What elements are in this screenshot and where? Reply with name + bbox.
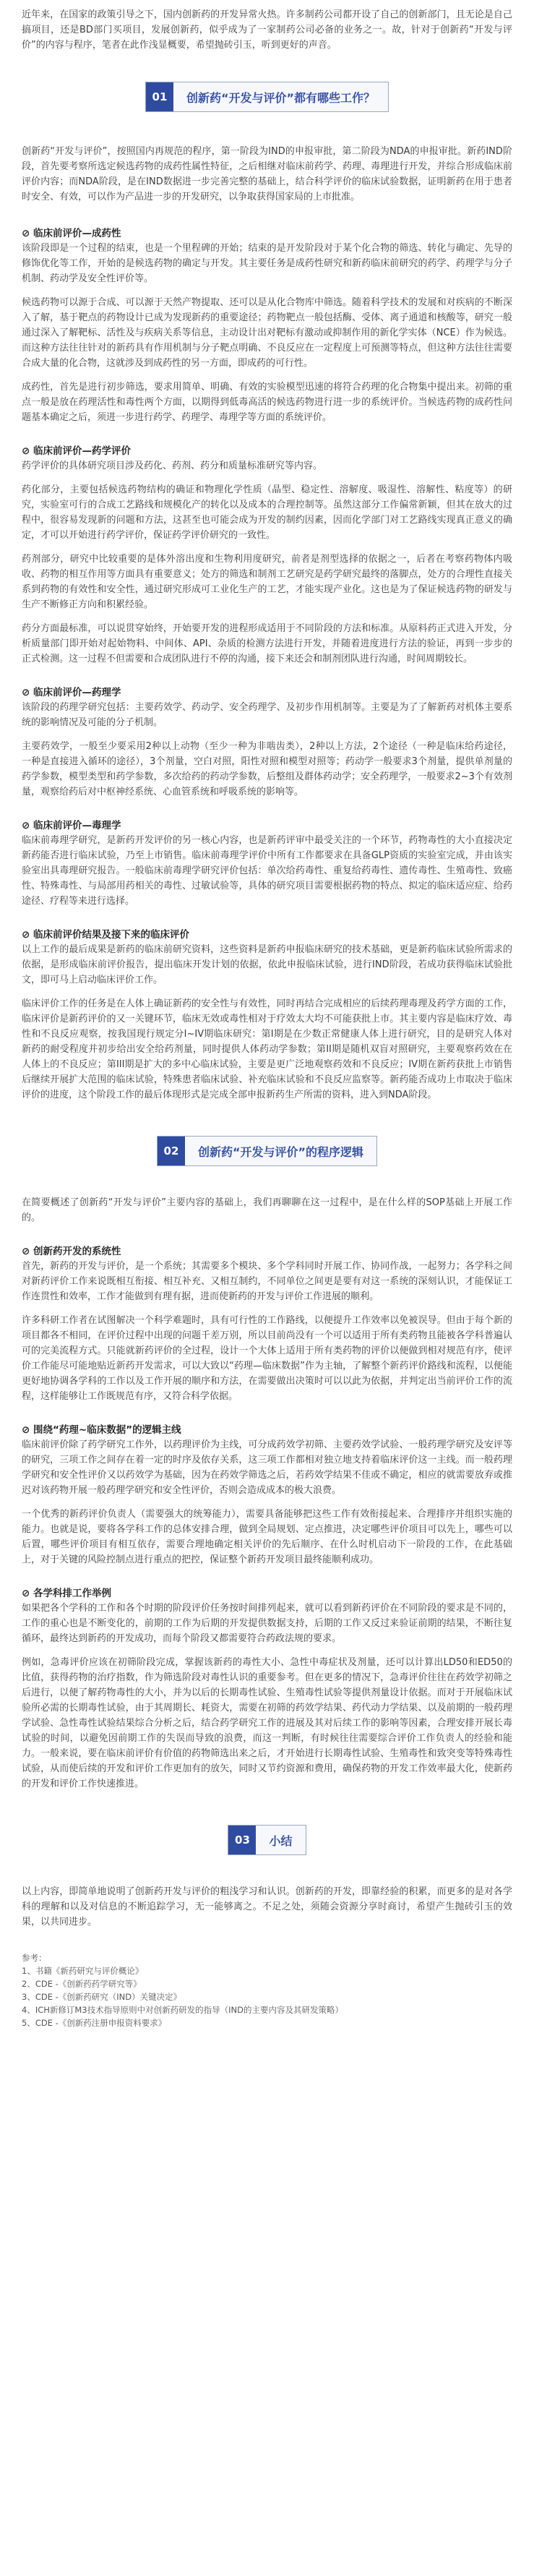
intro-paragraph: 近年来，在国家的政策引导之下，国内创新药的开发异常火热。许多制药公司都开设了自己的创新部门，且无论是自己搞项目，还是BD部门买项目，发展创新药，似乎成为了一家制药公司必备的业务之一。故，针对于创新药“开发与评价”的内容与程序，笔者在此作浅显概要，希望抛砖引玉，听到更好的声音。 (22, 9, 512, 51)
paragraph: 一个优秀的新药评价负责人（需要强大的统筹能力），需要具备能够把这些工作有效衔接起来、合理排序并组织实施的能力。也就是说，要将各学科工作的总体安排合理，做到全局规划、定点推进，决定哪些评价项目可以先上，哪些可以后置，哪些评价项目有相互依存，需要合理地确定相关评价的先后顺序、在什么时机启动下一阶段的工作，在此基础上，对于关键的风险控制点进行重点的把控，保证整个新药开发项目最终能顺利成功。 (22, 1509, 512, 1565)
section-heading-1 (22, 82, 512, 112)
section-number: 02 (158, 1137, 185, 1165)
reference-item: 4、ICH新修订M3技术指导原则中对创新药研发的指导（IND的主要内容及其研发策略） (22, 2005, 343, 2015)
paragraph: 以上内容，即简单地说明了创新药开发与评价的粗浅学习和认识。创新药的开发，即靠经验的积累，而更多的是对各学科的理解和以及对信息的不断追踪学习，无一能够离之。不足之处，须随会资源分享时商讨，希望产生抛砖引玉的效果，以共同进步。 (22, 1886, 512, 1927)
paragraph: 例如，急毒评价应该在初筛阶段完成，掌握该新药的毒性大小、急性中毒症状及剂量，还可以计算出LD50和ED50的比值，获得药物的治疗指数，作为筛选阶段对毒性认识的重要参考。但在更多的情况下，急毒评价往往在药效学初筛之后进行，以便了解药物毒性的大小，并为以后的长期毒性试验、生殖毒性试验等提供剂量设计依据。而对于开展临床试验所必需的长期毒性试验，由于其周期长、耗资大，需要在初筛的药效学结果、药代动力学结果、以及前期的一般药理学试验、急性毒性试验结果综合分析之后，结合药学研究工作的进展及其对后续工作的影响等因素，合理安排开展长毒试验的时间，以避免因前期工作的失误而导致的浪费，而这一判断，有时候往往需要综合评价工作负责人的经验和能力。一般来说，要在临床前评价有价值的药物筛选出来之后，才开始进行长期毒性试验、生殖毒性和致突变等特殊毒性试验，从而使后续的开发和评价工作更加有的放矢，同时又节约资源和费用，确保药物的开发工作效率最大化，使新药的开发和评价工作快速推进。 (22, 1657, 512, 1789)
section-number: 01 (146, 82, 173, 111)
reference-item: 2、CDE -《创新药药学研究等》 (22, 1979, 142, 1989)
subheading: ⊘ 各学科排工作举例 (22, 1588, 112, 1599)
paragraph: 以上工作的最后成果是新药的临床前研究资料，这些资料是新药申报临床研究的技术基础，更是新药临床试验所需求的依据，是形成临床前评价报告，提出临床开发计划的依据，依此申报临床试验，进行IND阶段，若成功获得临床试验批文，即可马上启动临床评价工作。 (22, 944, 512, 985)
paragraph: 成药性，首先是进行初步筛选，要求用简单、明确、有效的实验模型迅速的将符合药理的化合物集中提出来。初筛的重点一般是放在药理活性和毒性两个方面，以期得到低毒高活的候选药物进行进一步的系统评价。当候选药物的成药性问题基本确定之后，须进一步进行药学、药理学、毒理学等方面的系统评价。 (22, 382, 512, 423)
section-title-box (157, 1136, 377, 1166)
paragraph: 药剂部分，研究中比较重要的是体外溶出度和生物利用度研究，前者是剂型选择的依据之一，后者在考察药物体内吸收、药物的相互作用等方面具有重要意义；处方的筛选和制剂工艺研究是药学研究最终的落脚点，处方的合理性直接关系到药物的有效性和安全性，通过研究形成可工业化生产的工艺，才能实现产业化。这也是为了保证候选药物的研发与生产不断修正方向和积累经验。 (22, 554, 512, 610)
paragraph: 主要药效学，一般至少要采用2种以上动物（至少一种为非啮齿类），2种以上方法，2个途径（一种是临床给药途径，一种是直接进入循环的途径），3个剂量，空白对照，阳性对照和模型对照等；药动学一般要求3个剂量，提供单剂量的药学参数，模型类型和药学参数，多次给药的药动学参数，后整组及群体药动学；安全药理学，一般要求2~3个有效剂量，观察给药后对中枢神经系统、心血管系统和呼吸系统的影响等。 (22, 741, 512, 797)
paragraph: 候选药物可以源于合成、可以源于天然产物提取、还可以是从化合物库中筛选。随着科学技术的发展和对疾病的不断深入了解，基于靶点的药物设计已成为发现新药的重要途径；药物靶点一般包括酶、受体、离子通道和核酸等，研究一般通过深入了解靶标、活性及与疾病关系等信息，主动设计出对靶标有激动或抑制作用的新化学实体（NCE）作为候选。而这种方法往往针对的新药具有作用机制与分子靶点明确、不良反应在一定程度上可预测等特点，但这种方法往往需要合成大量的化合物，这就涉及到成药性的另一方面，即成药的可行性。 (22, 297, 512, 369)
paragraph: 药学评价的具体研究项目涉及药化、药剂、药分和质量标准研究等内容。 (22, 461, 323, 471)
paragraph: 该阶段即是一个过程的结束，也是一个里程碑的开始；结束的是开发阶段对于某个化合物的筛选、转化与确定、先导的修饰优化等工作，开始的是候选药物的确定与开发。其主要任务是成药性研究和新药临床前研究的药学、药理学与分子机制、药动学及安全性评价等。 (22, 243, 512, 284)
paragraph: 许多科研工作者在试图解决一个科学难题时，具有可行性的工作路线，以便提升工作效率以免被误导。但由于每个新的项目都各不相同，在评价过程中出现的问题千差万别，所以目前尚没有一个可以适用于所有类药物且能被各学科普遍认可的完美流程方式。只能就新药评价的全过程，设计一个大体上适用于所有类药物的评价以便做到相对规范有序，使评价工作能尽可能地贴近新药开发需求，可以大致以“药理—临床数据”作为主轴，了解整个新药评价路线和流程，以便能更好地协调各学科的工作以及工作开展的顺序和方法，在需要做出决策时可以以此为依据，并判定出当前评价工作的流程，这样能够让工作既规范有序，又符合科学依据。 (22, 1315, 512, 1402)
section-title-box (145, 82, 389, 112)
section-number: 03 (228, 1826, 256, 1854)
section-title: 小结 (269, 1833, 293, 1848)
section-heading-2 (22, 1136, 512, 1166)
paragraph: 临床评价工作的任务是在人体上确证新药的安全性与有效性，同时再结合完成相应的后续药理毒理及药学方面的工作，临床评价是新药评价的又一关键环节，临床无效或毒性相对于疗效太大均不可能获批上市。其主要内容是临床疗效、毒性和不良反应观察，按我国现行规定分I~IV期临床研究：第I期是在少数正常健康人体上进行研究，目的是研究人体对新药的耐受程度并初步给出安全给药剂量，同时提供人体药动学参数；第II期是随机双盲对照研究，主要观察药效在在人体上的不良反应；第III期是扩大的多中心临床试验，主要是更广泛地观察药效和不良反应；IV期在新药获批上市销售后继续开展扩大范围的临床试验，特殊患者临床试验、补充临床试验和不良反应监察等。新药能否成功上市取决于临床评价的进度，这个阶段工作的最后体现形式是完成全部申报新药生产所需的资料，进入到NDA阶段。 (22, 998, 512, 1100)
paragraph: 该阶段的药理学研究包括：主要药效学、药动学、安全药理学、及初步作用机制等。主要是为了了解新药对机体主要系统的影响情况及可能的分子机制。 (22, 702, 512, 728)
paragraph: 在简要概述了创新药“开发与评价”主要内容的基础上，我们再聊聊在这一过程中，是在什么样的SOP基础上开展工作的。 (22, 1197, 512, 1223)
reference-item: 1、书籍《新药研究与评价概论》 (22, 1966, 144, 1976)
section-title-box (228, 1825, 306, 1855)
paragraph: 首先，新药的开发与评价，是一个系统；其需要多个模块、多个学科同时开展工作、协同作战，一起努力；各学科之间对新药评价工作来说既相互衔接、相互补充、又相互制约，不同单位之间更是要有对这一系统的深刻认识，才能保证工作连贯性和效率，工作才能做到有理有据，进而使新药的开发与评价工作进展的顺利。 (22, 1261, 512, 1302)
subheading: ⊘ 临床前评价—成药性 (22, 228, 121, 239)
subheading: ⊘ 临床前评价结果及接下来的临床评价 (22, 929, 190, 941)
references-label: 参考： (22, 1953, 47, 1963)
paragraph: 如果把各个学科的工作和各个时期的阶段评价任务按时间排列起来，就可以看到新药评价在不同阶段的要求是不同的，工作的重心也是不断变化的，前期的工作为后期的开发提供数据支持，后期的工作又反过来验证前期的结果，不断往复循环，最终达到新药的开发成功，而每个阶段又都需要符合药政法规的要求。 (22, 1603, 512, 1644)
subheading: ⊘ 创新药开发的系统性 (22, 1246, 121, 1257)
subheading: ⊘ 临床前评价—药学评价 (22, 445, 132, 457)
section-title: 创新药“开发与评价”都有哪些工作？ (186, 90, 376, 105)
subheading: ⊘ 临床前评价—毒理学 (22, 820, 121, 831)
paragraph: 临床前评价除了药学研究工作外，以药理评价为主线，可分成药效学初筛、主要药效学试验、一般药理学研究及安评等的研究，三项工作之间存在着一定的时序及依存关系，这三项工作都相对独立地支持着临床评价这一主线。而一般药理学研究和安全性评价又以药效学为基础，因为在药效学筛选之后，若药效学结果不佳或不确定，相应的就需要放弃或推迟对该药物开展一般药理学研究和安全性评价，否则会造成成本的极大浪费。 (22, 1439, 512, 1496)
paragraph: 创新药“开发与评价”，按照国内再规范的程序，第一阶段为IND的申报审批，第二阶段为NDA的申报审批。新药IND阶段，首先要考察所选定候选药物的成药性属性特征，之后相继对临床前药学、药理、毒理进行开发，并综合形成临床前评价内容；而NDA阶段，是在IND数据进一步完善完整的基础上，结合科学评价的临床试验数据，证明新药在用于患者时安全、有效，可以作为产品进一步的开发研究，以争取获得国家局的上市批准。 (22, 146, 512, 202)
reference-item: 3、CDE -《创新药研究（IND）关键决定》 (22, 1992, 182, 2002)
subheading: ⊘ 围绕“药理~临床数据”的逻辑主线 (22, 1424, 181, 1436)
section-heading-3 (22, 1825, 512, 1855)
references (22, 1951, 512, 2029)
subheading: ⊘ 临床前评价—药理学 (22, 687, 121, 698)
section-title: 创新药“开发与评价”的程序逻辑 (197, 1144, 364, 1159)
paragraph: 药化部分，主要包括候选药物结构的确证和物理化学性质（晶型、稳定性、溶解度、吸湿性、溶解性、粘度等）的研究，实验室可行的合成工艺路线和规模化产的转化以及成本的合理控制等。虽然这部分工作偏常新颖，但其在放大的过程中，很容易发现新的问题和方法，这甚至也可能会成为开发的制约因素，因而化学部门对工艺路线实现真正意义的确定，才可以开始进行药学评价，保证药学评价研究的一致性。 (22, 484, 512, 541)
paragraph: 临床前毒理学研究，是新药开发评价的另一核心内容，也是新药评审中最受关注的一个环节，药物毒性的大小直接决定新药能否进行临床试验，乃至上市销售。临床前毒理学评价中所有工作都要求在具备GLP资质的实验室完成，并由该实验室出具毒理研究报告。一般临床前毒理学研究评价包括：单次给药毒性、重复给药毒性、遗传毒性、生殖毒性、致癌性、特殊毒性、与局部用药相关的毒性、过敏试验等，具体的研究项目需要根据药物的特点、拟定的临床适应症、给药途径、疗程等来进行选择。 (22, 835, 512, 907)
paragraph: 药分方面最标准，可以说贯穿始终，开始要开发的进程形成适用于不同阶段的方法和标准。从原料药正式进入开发，分析质量部门即开始对起始物料、中间体、API、杂质的检测方法进行开发，并随着进度进行方法的验证，再到一步步的正式检测。这一过程不但需要和合成团队进行不停的沟通，接下来还会和制剂团队进行沟通，时间周期较长。 (22, 623, 512, 664)
reference-item: 5、CDE -《创新药注册申报资料要求》 (22, 2018, 167, 2028)
